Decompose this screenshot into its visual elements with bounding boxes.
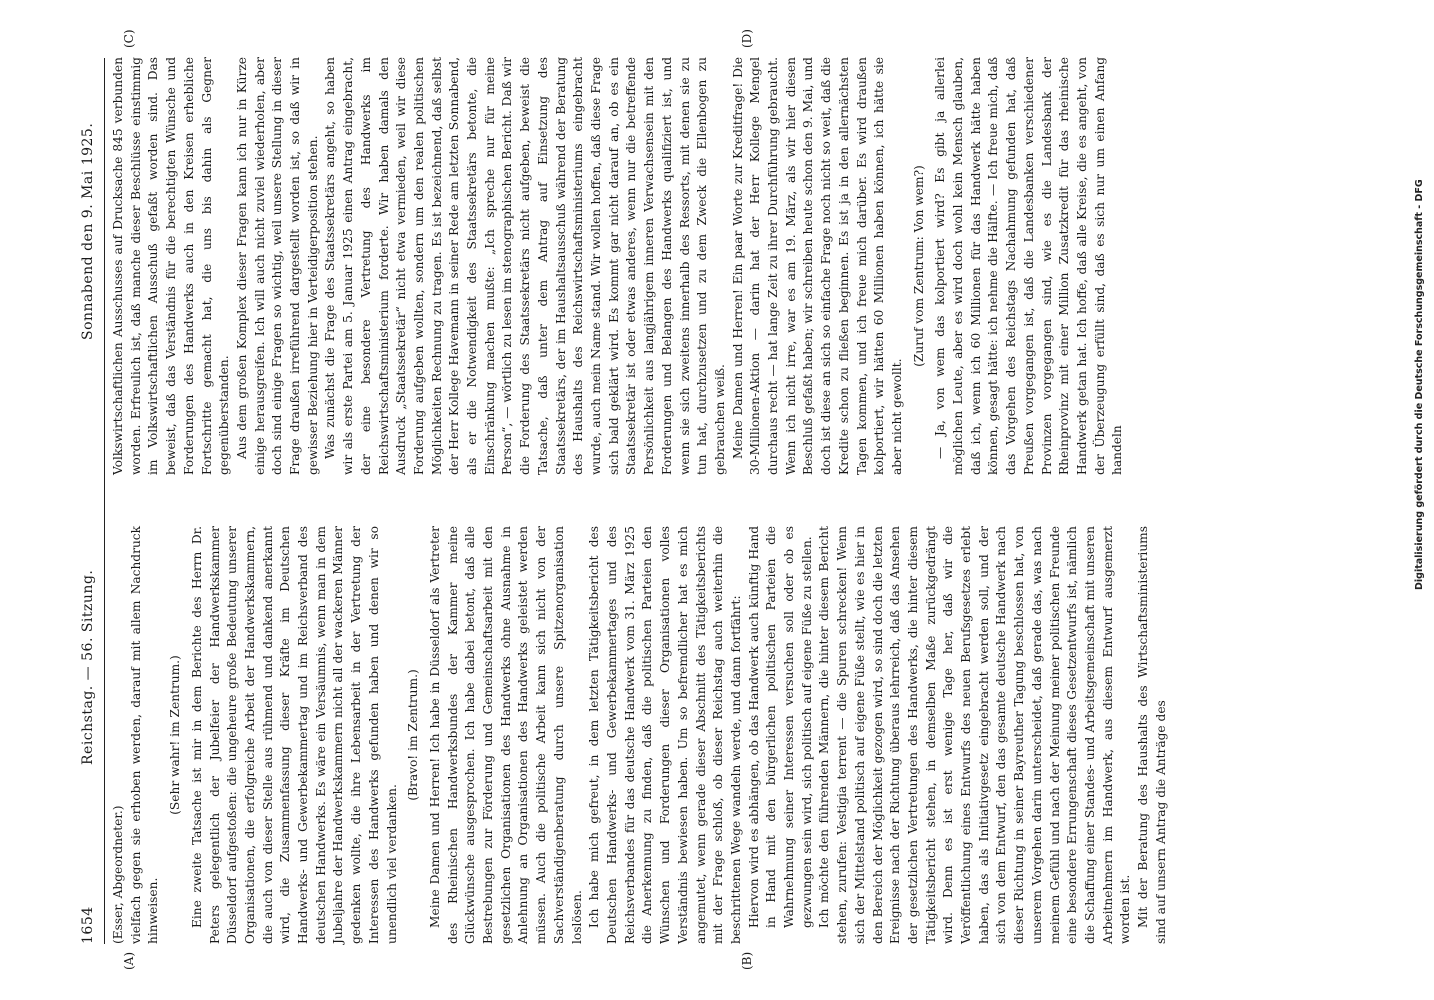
margin-marker-d: (D) <box>740 29 754 48</box>
left-column <box>110 526 1170 944</box>
margin-marker-a: (A) <box>122 951 136 970</box>
digitization-credit: Digitalisierung gefördert durch die Deutsche Forschungsgemeinschaft - DFG <box>1414 179 1425 590</box>
paragraph: Meine Damen und Herren! Ein paar Worte zur Kreditfrage! Die 30-Millionen-Aktion — darin hat der Herr Kollege Mengel durchaus recht — hat lange Zeit zu ihrer Durchführung gebraucht. Wenn ich nicht irre, war es am 19. März, als wir hier diesen Beschluß gefaßt haben; wir schreiben heute schon den 9. Mai, und doch ist diese an sich so einfache Frage noch nicht so weit, daß die Kredite schon zu fließen beginnen. Es ist ja in den allernächsten Tagen kommen, und ich freue mich darüber. Es wird draußen kolportiert, wir hätten 60 Millionen haben können, ich hätte sie aber nicht gewollt. <box>730 57 904 475</box>
session-date: Sonnabend den 9. Mai 1925. <box>80 122 96 340</box>
paragraph: Was zunächst die Frage des Staatssekretärs angeht, so haben wir als erste Partei am 5. Januar 1925 einen Antrag eingebracht, der eine besondere Vertretung des Handwerks im Reichswirtschaftsministerium forderte. Wir haben damals den Ausdruck „Staatssekretär“ nicht etwa vermieden, weil wir diese Forderung aufgeben wollten, sondern um den realen politischen Möglichkeiten Rechnung zu tragen. Es ist bezeichnend, daß selbst der Herr Kollege Havemann in seiner Rede am letzten Sonnabend, als er die Notwendigkeit des Staatssekretärs betonte, die Einschränkung machen mußte: „Ich spreche nur für meine Person“, — wörtlich zu lesen im stenographischen Bericht. Daß wir die Forderung des Staatssekretärs nicht aufgeben, beweist die Tatsache, daß unter dem Antrag auf Einsetzung des Staatssekretärs, der im Haushaltsausschuß während der Beratung des Haushalts des Reichswirtschaftsministeriums eingebracht wurde, auch mein Name stand. Wir wollen hoffen, daß diese Frage sich bald geklärt wird. Es kommt gar nicht darauf an, ob es ein Staatssekretär ist oder etwas anderes, wenn nur die betreffende Persönlichkeit aus langjährigem inneren Verwachsensein mit den Forderungen und Belangen des Handwerks qualifiziert ist, und wenn sie sich zweitens innerhalb des Ressorts, mit denen sie zu tun hat, durchzusetzen und zu dem Zweck die Ellenbogen zu gebrauchen weiß. <box>323 57 727 475</box>
paragraph: (Esser, Abgeordneter.) <box>111 805 125 944</box>
session-title: Reichstag. — 56. Sitzung. <box>80 569 96 765</box>
paragraph: vielfach gegen sie erhoben werden, darauf mit allem Nachdruck hinweisen. <box>128 526 161 944</box>
page-header <box>80 0 102 1000</box>
paragraph: — Ja, von wem das kolportiert wird? Es gibt ja allerlei möglichen Leute, aber es wird doch wohl kein Mensch glauben, daß ich, wenn ich 60 Millionen für das Handwerk hätte haben können, gesagt hätte: ich nehme die Hälfte. — Ich freue mich, daß das Vorgehen des Reichstags Nachahmung gefunden hat, daß Preußen vorgegangen ist, daß die Landesbanken verschiedener Provinzen vorgegangen sind, wie es die Landesbank der Rheinprovinz mit einer Million Zusatzkredit für das rheinische Handwerk getan hat. Ich hoffe, daß alle Kreise, die es angeht, von der Überzeugung erfüllt sind, daß es sich nur um einen Anfang handeln <box>933 57 1125 475</box>
paragraph: Meine Damen und Herren! Ich habe in Düsseldorf als Vertreter des Rheinischen Handwerksbundes der Kammer meine Glückwünsche ausgesprochen. Ich habe dabei betont, daß alle Bestrebungen zur Förderung und Gemeinschaftsarbeit mit den gesetzlichen Organisationen des Handwerks ohne Ausnahme in Anlehnung an Organisationen des Handwerks geleistet werden müssen. Auch die politische Arbeit kann sich nicht von der Sachverständigenberatung durch unsere Spitzenorganisation loslösen. <box>427 526 584 944</box>
paragraph: Ich habe mich gefreut, in dem letzten Tätigkeitsbericht des Deutschen Handwerks- und Gewerbekammertages und des Reichsverbandes für das deutsche Handwerk vom 31. März 1925 die Anerkennung zu finden, daß die politischen Parteien den Wünschen und Forderungen dieser Organisationen volles Verständnis bewiesen haben. Um so befremdlicher hat es mich angemutet, wenn gerade dieser Abschnitt des Tätigkeitsberichts mit der Frage schloß, ob dieser Reichstag auch weiterhin die beschrittenen Wege wandeln werde, und dann fortfährt: <box>587 526 743 944</box>
paragraph: Volkswirtschaftlichen Ausschusses auf Drucksache 845 verbunden worden. Erfreulich ist, daß manche dieser Beschlüsse einstimmig im Volkswirtschaftlichen Ausschuß gefaßt worden sind. Das beweist, daß das Verständnis für die berechtigten Wünsche und Forderungen des Handwerks auch in den Kreisen erhebliche Fortschritte gemacht hat, die uns bis dahin als Gegner gegenüberstanden. <box>111 57 232 475</box>
interjection: (Sehr wahr! im Zentrum.) <box>168 655 183 815</box>
paragraph: Ich möchte den führenden Männern, die hinter diesem Bericht stehen, zurufen: Vestigia terrent — die Spuren schrecken! Wenn sich der Mittelstand politisch auf eigene Füße stellt, wie es hier in den Bereich der Möglichkeit gezogen wird, so sind doch die letzten Ereignisse nach der Richtung überaus lehrreich, daß das Ansehen der gesetzlichen Vertretungen des Handwerks, die hinter diesem Tätigkeitsbericht stehen, in demselben Maße zurückgedrängt wird. Denn es ist erst wenige Tage her, daß wir die Veröffentlichung eines Entwurfs des neuen Berufsgesetzes erlebt haben, das als Initiativgesetz eingebracht werden soll, und der sich von dem Entwurf, den das gesamte deutsche Handwerk nach dieser Richtung in seiner Bayreuther Tagung beschlossen hat, von unserem Vorgehen darin unterscheidet, daß gerade das, was nach meinem Gefühl und nach der Meinung meiner politischen Freunde eine besondere Errungenschaft dieses Gesetzentwurfs ist, nämlich die Schaffung einer Standes- und Arbeitsgemeinschaft mit unseren Arbeitnehmern im Handwerk, aus diesem Entwurf ausgemerzt worden ist. <box>817 526 1133 944</box>
margin-marker-c: (C) <box>122 29 136 48</box>
right-column <box>110 57 1127 475</box>
paragraph: Aus dem großen Komplex dieser Fragen kann ich nur in Kürze einige herausgreifen. Ich will auch nicht zuviel wiederholen, aber doch sind einige Fragen so wichtig, weil unsere Stellung in dieser Frage draußen irreführend dargestellt worden ist, so daß wir in gewisser Beziehung hier in Verteidigerposition stehen. <box>234 57 320 475</box>
header-rule <box>104 58 105 944</box>
page-number: 1654 <box>80 906 96 944</box>
paragraph: Mit der Beratung des Haushalts des Wirtschaftsministeriums sind auf unsern Antrag die Anträge des <box>1136 526 1168 944</box>
margin-marker-b: (B) <box>740 951 754 970</box>
interjection: (Zuruf vom Zentrum: Von wem?) <box>911 165 926 367</box>
paragraph: Hiervon wird es abhängen, ob das Handwerk auch künftig Hand in Hand mit den bürgerlichen politischen Parteien die Wahrnehmung seiner Interessen versuchen soll oder ob es gezwungen sein wird, sich politisch auf eigene Füße zu stellen. <box>746 526 814 928</box>
interjection: (Bravo! im Zentrum.) <box>406 669 421 801</box>
paragraph: Eine zweite Tatsache ist mir in dem Berichte des Herrn Dr. Peters gelegentlich der Jubelfeier der Handwerkskammer Düsseldorf aufgestoßen: die ungeheure große Bedeutung unserer Organisationen, die erfolgreiche Arbeit der Handwerkskammern, die auch von dieser Stelle aus rühmend und dankend anerkannt wird, die Zusammenfassung dieser Kräfte im Deutschen Handwerks- und Gewerbekammertag und im Reichsverband des deutschen Handwerks. Es wäre ein Versäumnis, wenn man in dem Jubeljahre der Handwerkskammern nicht all der wackeren Männer gedenken wollte, die ihre Lebensarbeit in der Vertretung der Interessen des Handwerks gefunden haben und denen wir so unendlich viel verdanken. <box>189 526 399 944</box>
